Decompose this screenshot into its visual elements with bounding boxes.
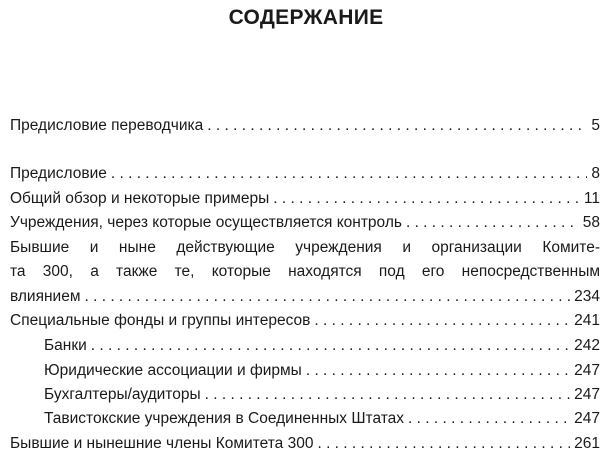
toc-entry[interactable] — [10, 212, 600, 234]
toc-leader-dots — [408, 408, 570, 430]
toc-subentry[interactable] — [44, 384, 600, 406]
toc-leader-dots — [205, 384, 571, 406]
toc-entry-page: 8 — [591, 165, 600, 182]
toc-entry-label: Специальные фонды и группы интересов — [10, 312, 311, 329]
toc-subentry[interactable] — [44, 408, 600, 430]
toc-leader-dots — [314, 310, 570, 332]
toc-entry-page: 11 — [583, 190, 600, 207]
toc-entry[interactable] — [10, 188, 600, 210]
toc-leader-dots — [111, 163, 588, 185]
toc-entry[interactable] — [10, 286, 600, 308]
toc-subentry[interactable] — [44, 335, 600, 357]
toc-entry[interactable] — [10, 433, 600, 455]
toc-entry-label: Тавистокские учреждения в Соединенных Штатах — [44, 410, 405, 427]
toc-entry-label: Общий обзор и некоторые примеры — [10, 190, 270, 207]
toc-leader-dots — [273, 188, 580, 210]
toc-leader-dots — [306, 360, 570, 382]
toc-entry-page: 242 — [574, 337, 600, 354]
toc-entry-label: Предисловие переводчика — [10, 117, 204, 134]
toc-entry-page: 5 — [591, 117, 600, 134]
toc-entry-label: Бывшие и нынешние члены Комитета 300 — [10, 435, 314, 452]
toc-entry-label: Бухгалтеры/аудиторы — [44, 386, 201, 403]
toc-entry[interactable] — [10, 163, 600, 185]
toc-entry-page: 234 — [574, 288, 600, 305]
toc-leader-dots — [91, 335, 570, 357]
toc-entry-page: 241 — [574, 312, 600, 329]
toc-entry-label: Учреждения, через которые осуществляется контроль — [10, 214, 402, 231]
toc-entry-page: 247 — [574, 410, 600, 427]
toc-entry-label: Юридические ассоциации и фирмы — [44, 362, 302, 379]
toc-entry-page: 247 — [574, 386, 600, 403]
toc-entry-label: влиянием — [10, 288, 81, 305]
toc-leader-dots — [406, 212, 579, 234]
page-title: СОДЕРЖАНИЕ — [228, 6, 384, 29]
toc-entry-label: Банки — [44, 337, 87, 354]
toc-leader-dots — [207, 115, 587, 137]
toc-entry-page: 58 — [582, 214, 600, 231]
toc-entry-label-line[interactable]: та 300, а также те, которые находятся под его непосредственным — [10, 263, 600, 280]
toc-entry-label: Предисловие — [10, 165, 107, 182]
toc-entry[interactable] — [10, 115, 600, 137]
toc-entry-page: 247 — [574, 362, 600, 379]
toc-entry-label-line[interactable]: Бывшие и ныне действующие учреждения и организации Комите- — [10, 239, 600, 256]
toc-subentry[interactable] — [44, 360, 600, 382]
toc-entry-page: 261 — [574, 435, 600, 452]
toc-entry[interactable] — [10, 310, 600, 332]
toc-leader-dots — [317, 433, 570, 455]
toc-leader-dots — [84, 286, 570, 308]
